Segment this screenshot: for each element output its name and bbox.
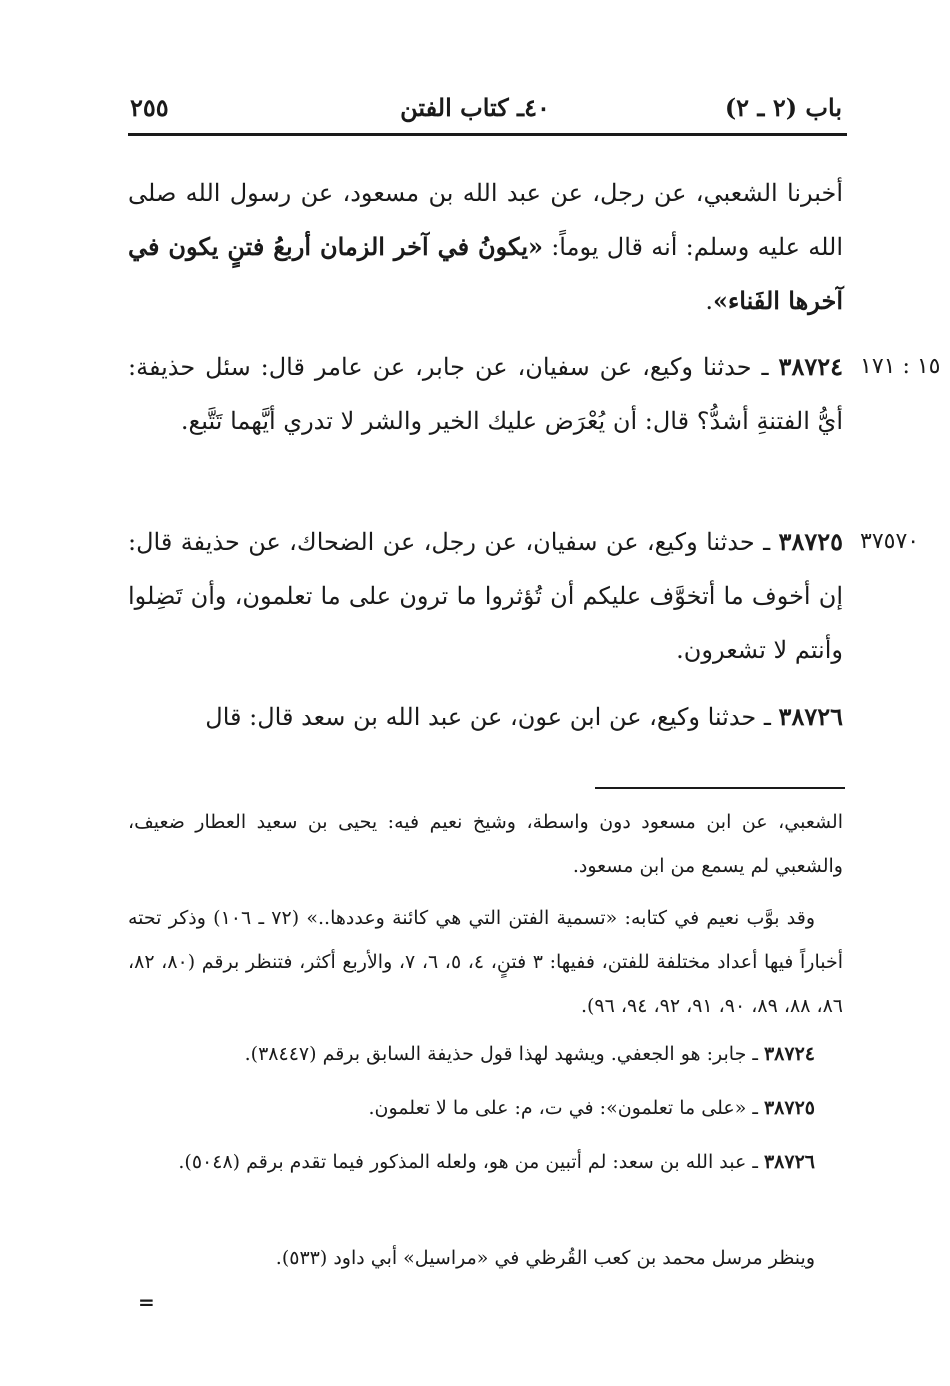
page-number: ٢٥٥ — [130, 93, 169, 122]
hadith-text: ـ حدثنا وكيع، عن ابن عون، عن عبد الله بن سعد قال: قال — [205, 703, 779, 731]
book-title: ٤٠ـ كتاب الفتن — [400, 93, 550, 122]
hadith-number: ٣٨٧٢٤ — [778, 352, 843, 381]
footnote-number: ٣٨٧٢٥ — [763, 1097, 815, 1119]
header-rule — [128, 133, 847, 136]
hadith-number: ٣٨٧٢٥ — [778, 527, 843, 556]
chapter-heading: باب (٢ ـ ٢) — [724, 93, 842, 122]
footnote — [128, 1140, 843, 1184]
footnote-number: ٣٨٧٢٤ — [763, 1043, 815, 1065]
hadith-quote: «يكونُ في آخر الزمان أربعُ فتنٍ يكون في آخرها الفَناء» — [128, 232, 843, 315]
hadith-entry — [128, 515, 843, 677]
footnote-text: ـ «على ما تعلمون»: في ت، م: على ما لا تعلمون. — [368, 1097, 764, 1119]
footnote: وينظر مرسل محمد بن كعب القُرظي في «مراسيل» أبي داود (٥٣٣). — [275, 1247, 815, 1269]
footnote: وقد بوَّب نعيم في كتابه: «تسمية الفتن التي هي كائنة وعددها..» (٧٢ ـ ١٠٦) وذكر تحته أخباراً فيها أعداد مختلفة للفتن، ففيها: ٣ فتنٍ، ٤، ٥، ٦، ٧، والأربع أكثر، فتنظر برقم (٨٠، ٨٢، ٨٦، ٨٨، ٨٩، ٩٠، ٩١، ٩٢، ٩٤، ٩٦). — [128, 907, 844, 1017]
hadith-continuation — [128, 166, 843, 328]
margin-reference: ١٥ : ١٧١ — [860, 354, 941, 379]
hadith-number: ٣٨٧٢٦ — [778, 702, 843, 731]
hadith-continuation-text: أخبرنا الشعبي، عن رجل، عن عبد الله بن مسعود، عن رسول الله صلى الله عليه وسلم: أنه قال يوماً: — [128, 179, 843, 261]
footnote — [128, 1032, 843, 1076]
footnote-number: ٣٨٧٢٦ — [763, 1151, 815, 1173]
continuation-mark: = — [138, 1290, 155, 1314]
hadith-entry — [128, 340, 843, 448]
footnote-text: ـ عبد الله بن سعد: لم أتبين من هو، ولعله المذكور فيما تقدم برقم (٥٠٤٨). — [178, 1151, 764, 1173]
footnote: الشعبي، عن ابن مسعود دون واسطة، وشيخ نعيم فيه: يحيى بن سعيد العطار ضعيف، والشعبي لم يسمع من ابن مسعود. — [128, 811, 843, 877]
hadith-text: ـ حدثنا وكيع، عن سفيان، عن جابر، عن عامر قال: سئل حذيفة: أيُّ الفتنةِ أشدُّ؟ قال: أن يُعْرَض عليك الخير والشر لا تدري أيَّهما تَتَّبع. — [128, 353, 843, 435]
hadith-continuation-end: . — [705, 287, 713, 315]
footnote — [128, 1086, 843, 1130]
footnote-text: ـ جابر: هو الجعفي. ويشهد لهذا قول حذيفة السابق برقم (٣٨٤٤٧). — [244, 1043, 764, 1065]
footnote-separator — [595, 787, 845, 789]
hadith-entry — [128, 690, 843, 744]
margin-reference: ٣٧٥٧٠ — [860, 529, 920, 554]
hadith-text: ـ حدثنا وكيع، عن سفيان، عن رجل، عن الضحاك، عن حذيفة قال: إن أخوف ما أتخوَّف عليكم أن تُؤثروا ما ترون على ما تعلمون، وأن تَضِلوا وأنتم لا تشعرون. — [128, 528, 844, 664]
